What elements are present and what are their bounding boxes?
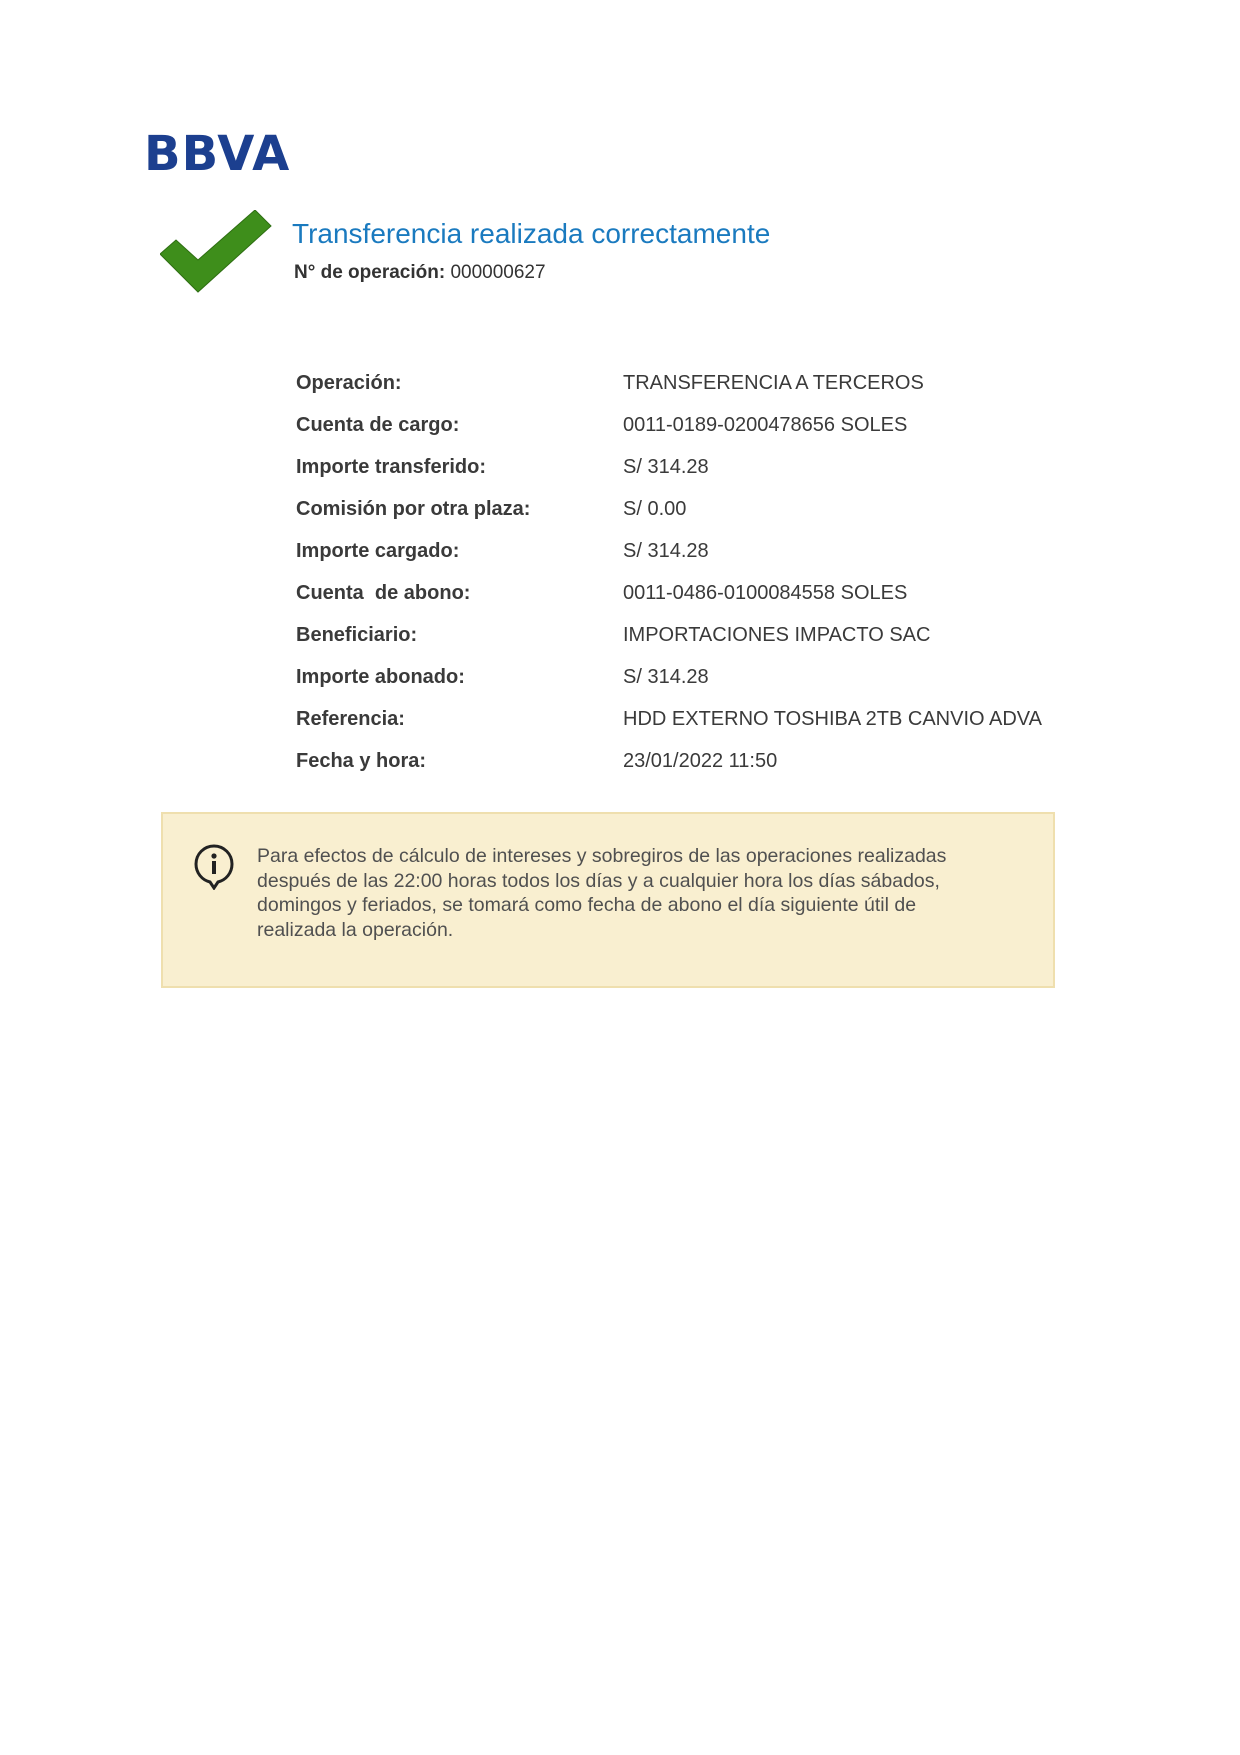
operation-number-value: 000000627 <box>450 262 546 283</box>
detail-value: HDD EXTERNO TOSHIBA 2TB CANVIO ADVA <box>623 707 1042 730</box>
logo-text: BBVA <box>144 126 291 178</box>
detail-label: Importe abonado: <box>296 665 465 688</box>
detail-value: 23/01/2022 11:50 <box>623 749 778 772</box>
detail-row-referencia <box>296 698 1096 740</box>
operation-number <box>294 260 546 286</box>
detail-row-operacion <box>296 362 1096 404</box>
detail-label: Fecha y hora: <box>296 749 427 772</box>
detail-value: S/ 314.28 <box>623 665 709 688</box>
detail-row-importe-cargado <box>296 530 1096 572</box>
detail-label: Referencia: <box>296 707 405 730</box>
detail-value: TRANSFERENCIA A TERCEROS <box>623 371 924 394</box>
detail-value: S/ 314.28 <box>623 455 709 478</box>
detail-label: Importe transferido: <box>296 455 487 478</box>
page-title: Transferencia realizada correctamente <box>292 218 771 249</box>
checkmark-icon <box>160 210 272 294</box>
detail-row-comision <box>296 488 1096 530</box>
info-notice <box>161 812 1055 988</box>
detail-value: S/ 0.00 <box>623 497 687 520</box>
transfer-details <box>296 362 1096 782</box>
detail-row-importe-transferido <box>296 446 1096 488</box>
bbva-logo <box>144 122 304 178</box>
detail-value: S/ 314.28 <box>623 539 709 562</box>
detail-label: Beneficiario: <box>296 623 418 646</box>
detail-row-cuenta-abono <box>296 572 1096 614</box>
bbva-logo-icon <box>144 122 304 178</box>
operation-number-label: N° de operación: <box>294 262 446 283</box>
detail-label: Comisión por otra plaza: <box>296 497 531 520</box>
detail-row-cuenta-cargo <box>296 404 1096 446</box>
detail-value: 0011-0189-0200478656 SOLES <box>623 413 908 436</box>
detail-value: 0011-0486-0100084558 SOLES <box>623 581 908 604</box>
detail-label: Cuenta de cargo: <box>296 413 460 436</box>
detail-row-fecha-hora <box>296 740 1096 782</box>
detail-row-importe-abonado <box>296 656 1096 698</box>
detail-label: Operación: <box>296 371 402 394</box>
detail-row-beneficiario <box>296 614 1096 656</box>
info-icon <box>193 844 235 890</box>
detail-value: IMPORTACIONES IMPACTO SAC <box>623 623 931 646</box>
detail-label: Cuenta de abono: <box>296 581 471 604</box>
notice-text: Para efectos de cálculo de intereses y sobregiros de las operaciones realizadas después de las 22:00 horas todos los días y a cualquier hora los días sábados, domingos y feriados, se tomará como fecha de abono el día siguiente útil de realizada la operación. <box>257 845 947 941</box>
detail-label: Importe cargado: <box>296 539 460 562</box>
